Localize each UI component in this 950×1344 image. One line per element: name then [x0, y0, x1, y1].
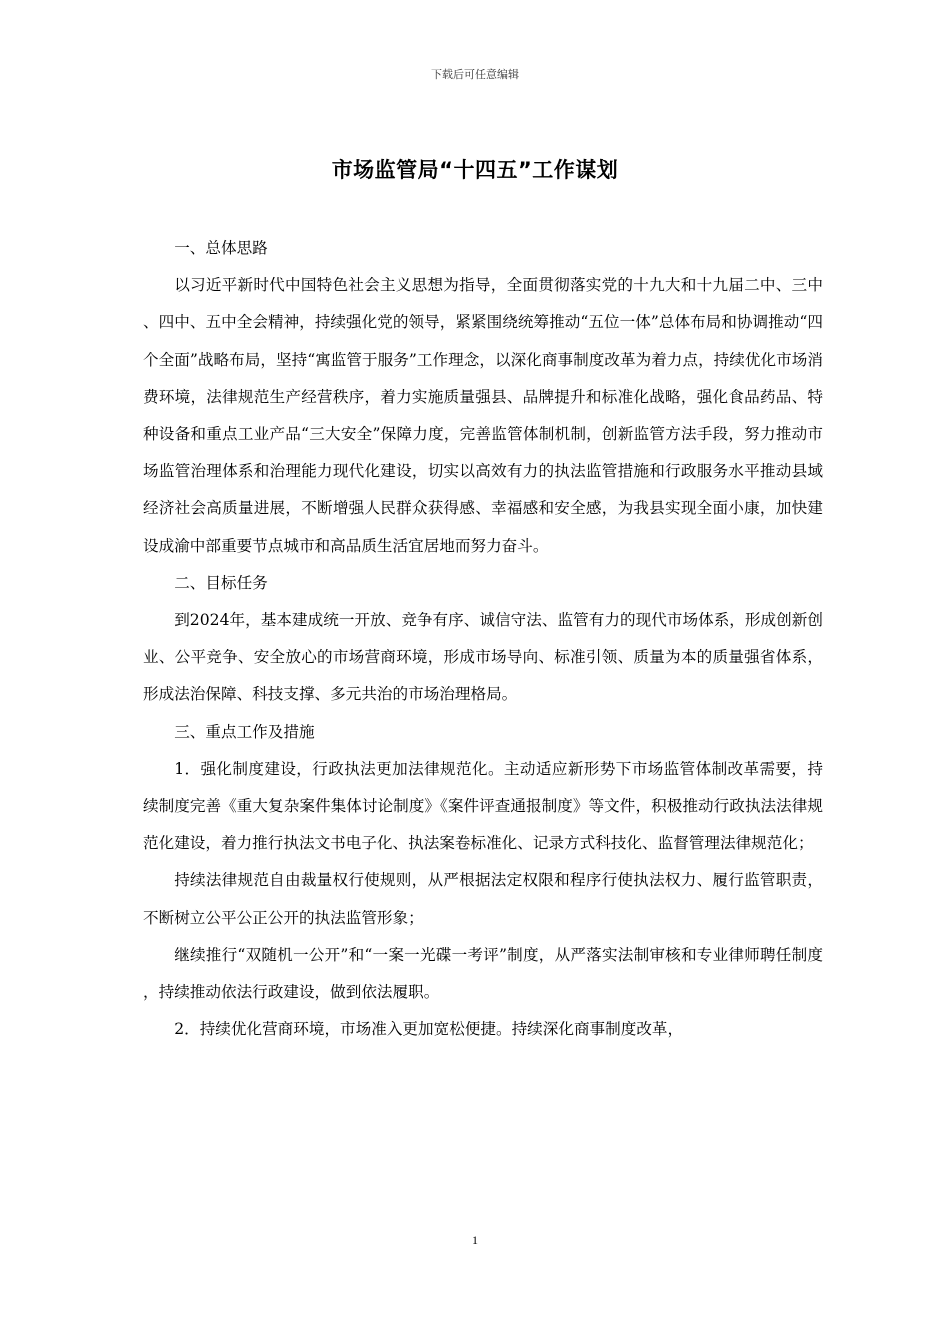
heading-goals: 二、目标任务: [174, 573, 268, 592]
paragraph-key-work-2: 2．持续优化营商环境，市场准入更加宽松便捷。持续深化商事制度改革，: [174, 1020, 684, 1039]
page-number: 1: [472, 1233, 478, 1247]
paragraph-key-work-1: 1．强化制度建设，行政执法更加法律规范化。主动适应新形势下市场监管体制改革需要，持续制度完善《重大复杂案件集体讨论制度》《案件评查通报制度》等文件，积极推动行政执法法律规范化建设，着力推行执法文书电子化、执法案卷标准化、记录方式科技化、监督管理法律规范化；: [143, 759, 823, 853]
paragraph-overall-approach: 以习近平新时代中国特色社会主义思想为指导，全面贯彻落实党的十九大和十九届二中、三中、四中、五中全会精神，持续强化党的领导，紧紧围绕统筹推动“五位一体”总体布局和协调推动“四个全面”战略布局，坚持“寓监管于服务”工作理念，以深化商事制度改革为着力点，持续优化市场消费环境，法律规范生产经营秩序，着力实施质量强县、品牌提升和标准化战略，强化食品药品、特种设备和重点工业产品“三大安全”保障力度，完善监管体制机制，创新监管方法手段，努力推动市场监管治理体系和治理能力现代化建设，切实以高效有力的执法监管措施和行政服务水平推动县域经济社会高质量进展，不断增强人民群众获得感、幸福感和安全感，为我县实现全面小康，加快建设成渝中部重要节点城市和高品质生活宜居地而努力奋斗。: [143, 276, 823, 555]
paragraph-key-work-1-rules: 持续法律规范自由裁量权行使规则，从严根据法定权限和程序行使执法权力、履行监管职责，不断树立公平公正公开的执法监管形象；: [143, 871, 823, 927]
heading-overall-approach: 一、总体思路: [174, 239, 268, 257]
document-body: [143, 230, 823, 1048]
header-note: 下载后可任意编辑: [431, 68, 519, 81]
heading-key-work: 三、重点工作及措施: [174, 722, 315, 741]
document-title: 市场监管局“十四五”工作谋划: [331, 158, 619, 182]
paragraph-key-work-1-double-random: 继续推行“双随机一公开”和“一案一光碟一考评”制度，从严落实法制审核和专业律师聘任制度，持续推动依法行政建设，做到依法履职。: [143, 945, 823, 1002]
paragraph-goals: 到2024年，基本建成统一开放、竞争有序、诚信守法、监管有力的现代市场体系，形成创新创业、公平竞争、安全放心的市场营商环境，形成市场导向、标准引领、质量为本的质量强省体系，形成法治保障、科技支撑、多元共治的市场治理格局。: [143, 611, 823, 704]
